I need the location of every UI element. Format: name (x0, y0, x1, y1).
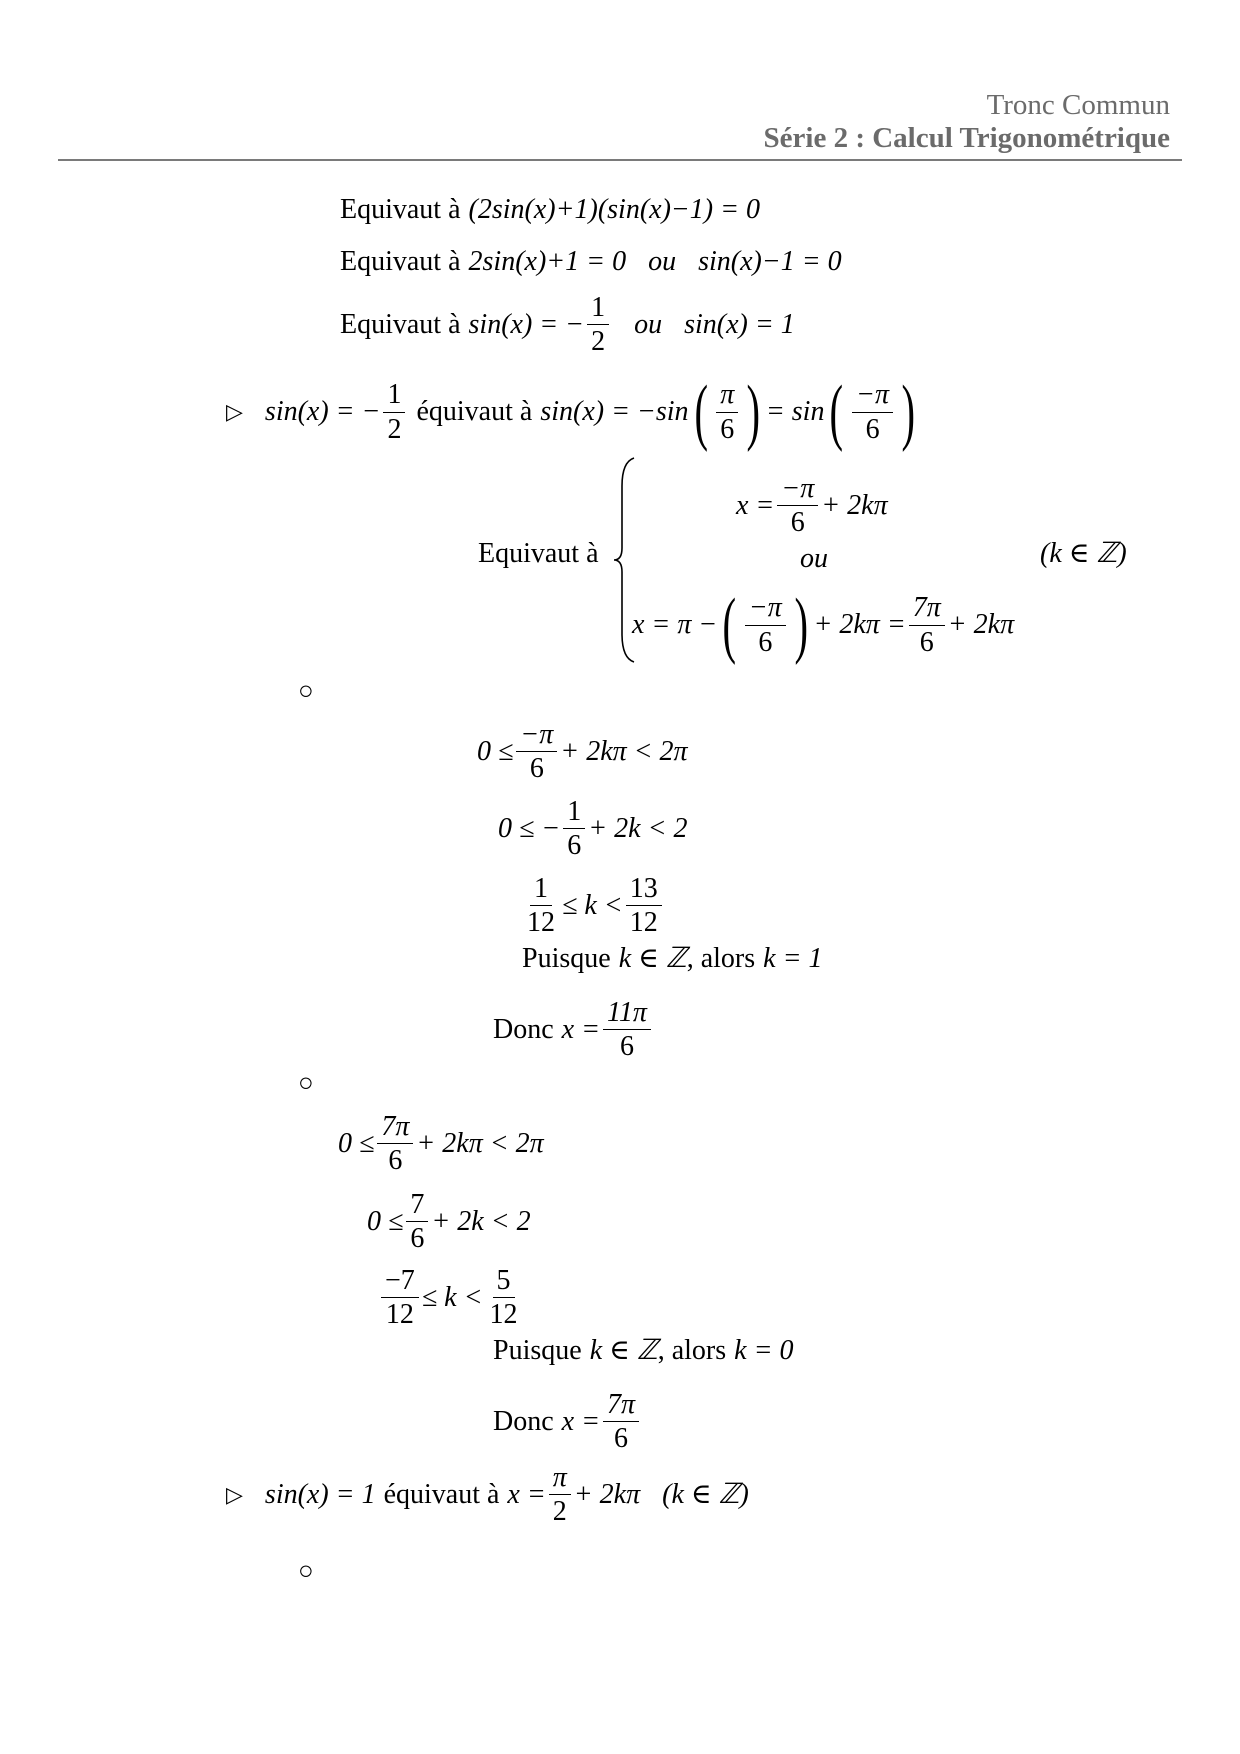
bullet-3: ○ (298, 1556, 314, 1585)
puisque-line-2: Puisque k ∈ ℤ , alors k = 0 (493, 1335, 794, 1366)
inequality-2a: 0 ≤ $\frac{7\pi}{6}$ + 2kπ < 2π (338, 1111, 544, 1177)
equation-line-1 (340, 196, 760, 224)
header-divider (58, 159, 1182, 161)
sin-equation: sin(x) = − (468, 308, 585, 340)
sin-equals-one: sin(x) = 1 (684, 308, 795, 340)
equals-sin: = sin (765, 396, 825, 427)
fraction-7pi-over-6: $\frac{7\pi}{6}$ (909, 593, 945, 657)
inequality-1c: $\frac{1}{12}$ ≤ k < $\frac{13}{12}$ (520, 874, 665, 938)
inequality-2c: $\frac{-7}{12}$ ≤ k < $\frac{5}{12}$ (378, 1266, 525, 1330)
fraction-pi-over-2: $\frac{\pi}{2}$ (549, 1463, 571, 1527)
fraction-5-over-12: $\frac{5}{12}$ (489, 1265, 518, 1331)
fraction-pi-over-6: $\frac{\pi}{6}$ (716, 380, 738, 444)
fraction-13-over-12: $\frac{13}{12}$ (626, 874, 662, 938)
equivaut-label: Equivaut à (340, 246, 461, 277)
equation-second-factor: sin(x)−1 = 0 (698, 246, 842, 277)
fraction-minus-pi-over-6: $\frac{-\pi}{6}$ (745, 593, 786, 657)
equivaut-label: Equivaut à (340, 308, 461, 340)
fraction-one-half: $\frac{1}{2}$ (587, 293, 609, 357)
equivaut-system-label: Equivaut à (478, 538, 599, 569)
k-in-integers: (k ∈ ℤ) (1040, 538, 1127, 569)
fraction-11pi-over-6: $\frac{11\pi}{6}$ (603, 998, 651, 1062)
equivaut-label: équivaut à (416, 396, 533, 427)
fraction-1-over-6: $\frac{1}{6}$ (563, 797, 585, 861)
bullet-2: ○ (298, 1068, 314, 1097)
equivaut-label: Equivaut à (340, 194, 461, 225)
fraction-1-over-12: $\frac{1}{12}$ (527, 873, 555, 939)
inequality-1b: 0 ≤ − $\frac{1}{6}$ + 2k < 2 (498, 796, 688, 862)
ou-label: ou (648, 246, 677, 277)
system-solution-2: x = π − ( $\frac{-\pi}{6}$ ) + 2kπ = $\frac{7\pi}{6}$ + 2kπ (632, 584, 1015, 666)
fraction-7-over-6: $\frac{7}{6}$ (406, 1190, 428, 1254)
fraction-one-half: $\frac{1}{2}$ (383, 380, 405, 444)
fraction-minus-pi-over-6: $\frac{-\pi}{6}$ (516, 720, 557, 784)
fraction-7pi-over-6: $\frac{7\pi}{6}$ (377, 1112, 413, 1176)
fraction-7pi-over-6: $\frac{7\pi}{6}$ (603, 1390, 639, 1454)
sin-negative-sin: sin(x) = −sin (540, 396, 689, 427)
triangle-bullet-icon: ▷ (226, 399, 243, 424)
fraction-minus-pi-over-6: $\frac{-\pi}{6}$ (852, 380, 893, 444)
equation-first-factor: 2sin(x)+1 = 0 (468, 246, 627, 277)
sin-equation: sin(x) = − (264, 396, 381, 427)
puisque-line-1: Puisque k ∈ ℤ , alors k = 1 (522, 943, 823, 974)
donc-line-1: Donc x = $\frac{11\pi}{6}$ (493, 998, 654, 1062)
donc-line-2: Donc x = $\frac{7\pi}{6}$ (493, 1390, 642, 1454)
system-ou: ou (800, 543, 828, 574)
case-sin-minus-half: ▷ sin(x) = − $\frac{1}{2}$ équivaut à sin(x) = −sin ( $\frac{\pi}{6}$ ) = sin ( $\frac{-\pi}{6}$ ) (226, 371, 916, 453)
inequality-1a: 0 ≤ $\frac{-\pi}{6}$ + 2kπ < 2π (477, 719, 688, 785)
triangle-bullet-icon: ▷ (226, 1481, 243, 1507)
ou-label: ou (634, 308, 663, 340)
factored-equation: (2sin(x)+1)(sin(x)−1) = 0 (468, 194, 761, 225)
header-course: Tronc Commun (986, 89, 1170, 121)
inequality-2b: 0 ≤ $\frac{7}{6}$ + 2k < 2 (367, 1189, 531, 1255)
header-series-title: Série 2 : Calcul Trigonométrique (763, 122, 1170, 154)
system-solution-1: x = $\frac{-\pi}{6}$ + 2kπ (736, 473, 888, 539)
fraction-minus-pi-over-6: $\frac{-\pi}{6}$ (777, 474, 818, 538)
equation-line-2 (340, 248, 842, 276)
case-sin-equals-one: ▷ sin(x) = 1 équivaut à x = $\frac{\pi}{2}$ + 2kπ (k ∈ ℤ) (226, 1462, 749, 1528)
equation-line-3 (340, 293, 795, 357)
bullet-1: ○ (298, 676, 314, 705)
fraction-minus-7-over-12: $\frac{-7}{12}$ (381, 1266, 419, 1330)
